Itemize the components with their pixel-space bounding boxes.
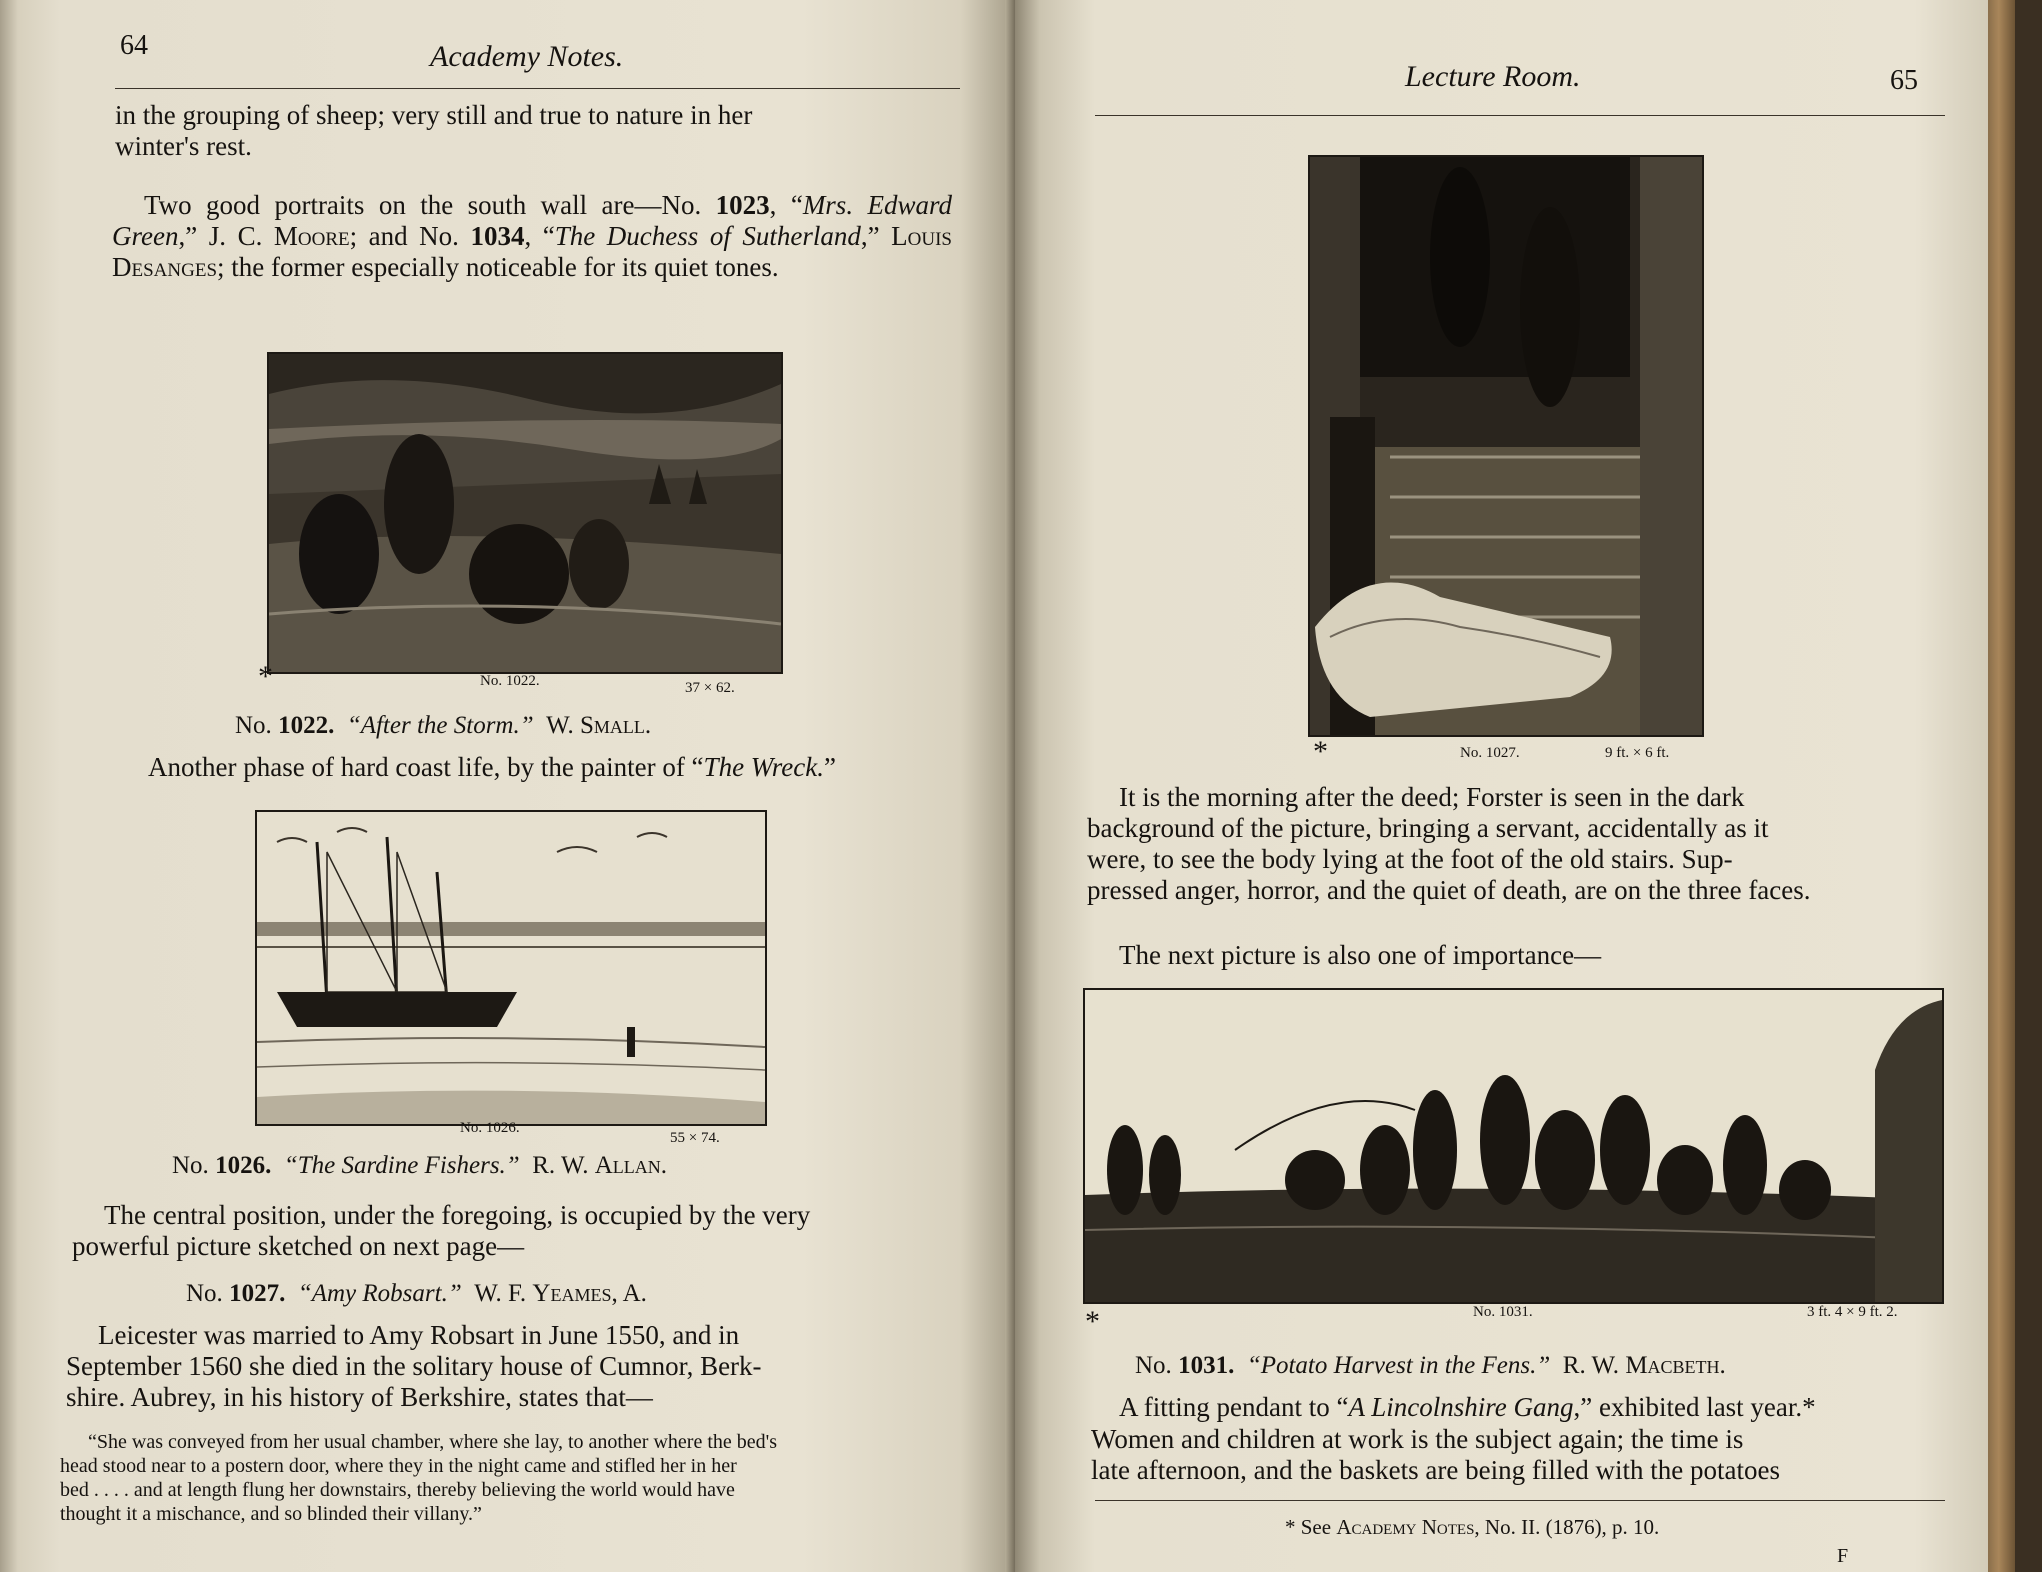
women-line-1: Women and children at work is the subject again; the time is [1091, 1424, 1744, 1454]
next-picture-line: The next picture is also one of importance— [1119, 940, 1602, 970]
text-run: , No. II. (1876), p. 10. [1474, 1515, 1660, 1539]
caption-artist-initials: W. F. [474, 1280, 533, 1307]
right-page [1015, 0, 2015, 1572]
intro-line-1: in the grouping of sheep; very still and true to nature in her [115, 100, 753, 130]
women-line-2: late afternoon, and the baskets are being filled with the potatoes [1091, 1455, 1781, 1485]
plate-size-1027: 9 ft. × 6 ft. [1605, 745, 1670, 761]
engraving-sardine-fishers [255, 810, 767, 1126]
plate-size-1031: 3 ft. 4 × 9 ft. 2. [1807, 1304, 1898, 1320]
head-rule-left [115, 88, 960, 89]
caption-title: “The Sardine Fishers.” [283, 1152, 520, 1179]
picture-number: 1023 [715, 190, 770, 220]
text-run: * See [1285, 1515, 1337, 1539]
sardine-engraving-image [257, 812, 765, 1124]
plate-size-1026: 55 × 74. [670, 1130, 720, 1146]
text-run: , “ [769, 190, 803, 220]
leicester-line-3: shire. Aubrey, in his history of Berkshire, states that— [66, 1382, 653, 1412]
potato-engraving-image [1085, 990, 1942, 1302]
running-head-left: Academy Notes. [430, 40, 624, 73]
star-marker-1027: * [1313, 735, 1328, 768]
caption-no: No. [1135, 1352, 1179, 1379]
signature-mark: F [1837, 1545, 1849, 1567]
head-rule-right [1095, 115, 1945, 116]
morning-line-1: It is the morning after the deed; Forster is seen in the dark [1119, 782, 1745, 812]
caption-number: 1031. [1178, 1352, 1235, 1379]
picture-number: 1034 [470, 221, 525, 251]
storm-engraving-image [269, 354, 781, 672]
women-paragraph [1091, 1424, 1946, 1486]
picture-title: Mrs. Edward Green [112, 190, 952, 251]
morning-line-3: were, to see the body lying at the foot of the old stairs. Sup- [1087, 844, 1733, 874]
page-number-left: 64 [120, 30, 148, 61]
left-page [0, 0, 1015, 1572]
footnote-title: Academy Notes [1336, 1515, 1475, 1539]
text-run: ,” exhibited last year.* [1573, 1392, 1816, 1422]
quote-line-2: head stood near to a postern door, where they in the night came and stifled her in her [60, 1455, 737, 1477]
engraving-after-the-storm [267, 352, 783, 674]
caption-1031 [1135, 1352, 1726, 1380]
caption-1022 [235, 712, 651, 740]
engraving-potato-harvest [1083, 988, 1944, 1304]
text-run: A fitting pendant to “ [1119, 1392, 1349, 1422]
quote-line-4: thought it a mischance, and so blinded their villany.” [60, 1503, 482, 1525]
running-head-right: Lecture Room. [1405, 60, 1581, 93]
footnote-rule [1095, 1500, 1945, 1501]
quote-line-3: bed . . . . and at length flung her downstairs, thereby believing the world would have [60, 1479, 735, 1501]
picture-title: The Duchess of Sutherland [554, 221, 861, 251]
caption-title: “After the Storm.” [346, 712, 534, 739]
caption-artist: Small. [579, 712, 652, 739]
picture-title: The Wreck. [703, 752, 825, 782]
star-marker-1022: * [258, 660, 273, 693]
artist-name: Louis Desanges [112, 221, 953, 282]
leicester-line-2: September 1560 she died in the solitary house of Cumnor, Berk- [66, 1351, 762, 1381]
caption-number: 1026. [215, 1152, 272, 1179]
central-line-1: The central position, under the foregoing, is occupied by the very [104, 1200, 811, 1230]
text-run: , “ [524, 221, 555, 251]
plate-number-1022: No. 1022. [480, 673, 540, 689]
quotation-block [60, 1430, 905, 1526]
pendant-line [1119, 1392, 1949, 1423]
portraits-paragraph [112, 190, 952, 283]
caption-number: 1027. [229, 1280, 286, 1307]
plate-number-1026: No. 1026. [460, 1120, 520, 1136]
morning-line-4: pressed anger, horror, and the quiet of death, are on the three faces. [1087, 875, 1811, 905]
page-fore-edge [1988, 0, 2015, 1572]
caption-1026 [172, 1152, 667, 1180]
caption-1027 [186, 1280, 647, 1308]
page-number-right: 65 [1890, 65, 1918, 96]
text-run: ; and No. [349, 221, 471, 251]
plate-number-1031: No. 1031. [1473, 1304, 1533, 1320]
caption-number: 1022. [278, 712, 335, 739]
caption-title: “Amy Robsart.” [297, 1280, 462, 1307]
picture-title: A Lincolnshire Gang [1348, 1392, 1574, 1422]
text-run: Two good portraits on the south wall are—No. [144, 190, 716, 220]
caption-artist: Yeames, A. [532, 1280, 647, 1307]
morning-paragraph [1087, 782, 1942, 906]
text-run: ; the former especially noticeable for its quiet tones. [217, 252, 779, 282]
caption-artist: Allan. [594, 1152, 668, 1179]
footnote [1285, 1515, 1659, 1540]
caption-artist-initials: W. [546, 712, 580, 739]
central-paragraph [72, 1200, 912, 1262]
central-line-2: powerful picture sketched on next page— [72, 1231, 525, 1261]
intro-paragraph [115, 100, 955, 162]
caption-artist-initials: R. W. [532, 1152, 595, 1179]
caption-artist-initials: R. W. [1562, 1352, 1626, 1379]
plate-size-1022: 37 × 62. [685, 680, 735, 696]
leicester-line-1: Leicester was married to Amy Robsart in June 1550, and in [98, 1320, 740, 1350]
intro-line-2: winter's rest. [115, 131, 252, 161]
text-run: ” [824, 752, 836, 782]
star-marker-1031: * [1085, 1305, 1100, 1338]
robsart-engraving-image [1310, 157, 1702, 735]
artist-name: Moore [273, 221, 350, 251]
text-run: ,” J. C. [178, 221, 274, 251]
leicester-paragraph [66, 1320, 906, 1413]
text-run: ,” [860, 221, 892, 251]
quote-line-1: “She was conveyed from her usual chamber, where she lay, to another where the bed's [88, 1431, 778, 1453]
caption-artist: Macbeth. [1625, 1352, 1726, 1379]
caption-no: No. [172, 1152, 216, 1179]
phase-line [148, 752, 968, 783]
morning-line-2: background of the picture, bringing a servant, accidentally as it [1087, 813, 1769, 843]
engraving-amy-robsart [1308, 155, 1704, 737]
caption-title: “Potato Harvest in the Fens.” [1246, 1352, 1551, 1379]
plate-number-1027: No. 1027. [1460, 745, 1520, 761]
text-run: Another phase of hard coast life, by the painter of “ [148, 752, 704, 782]
caption-no: No. [235, 712, 279, 739]
caption-no: No. [186, 1280, 230, 1307]
